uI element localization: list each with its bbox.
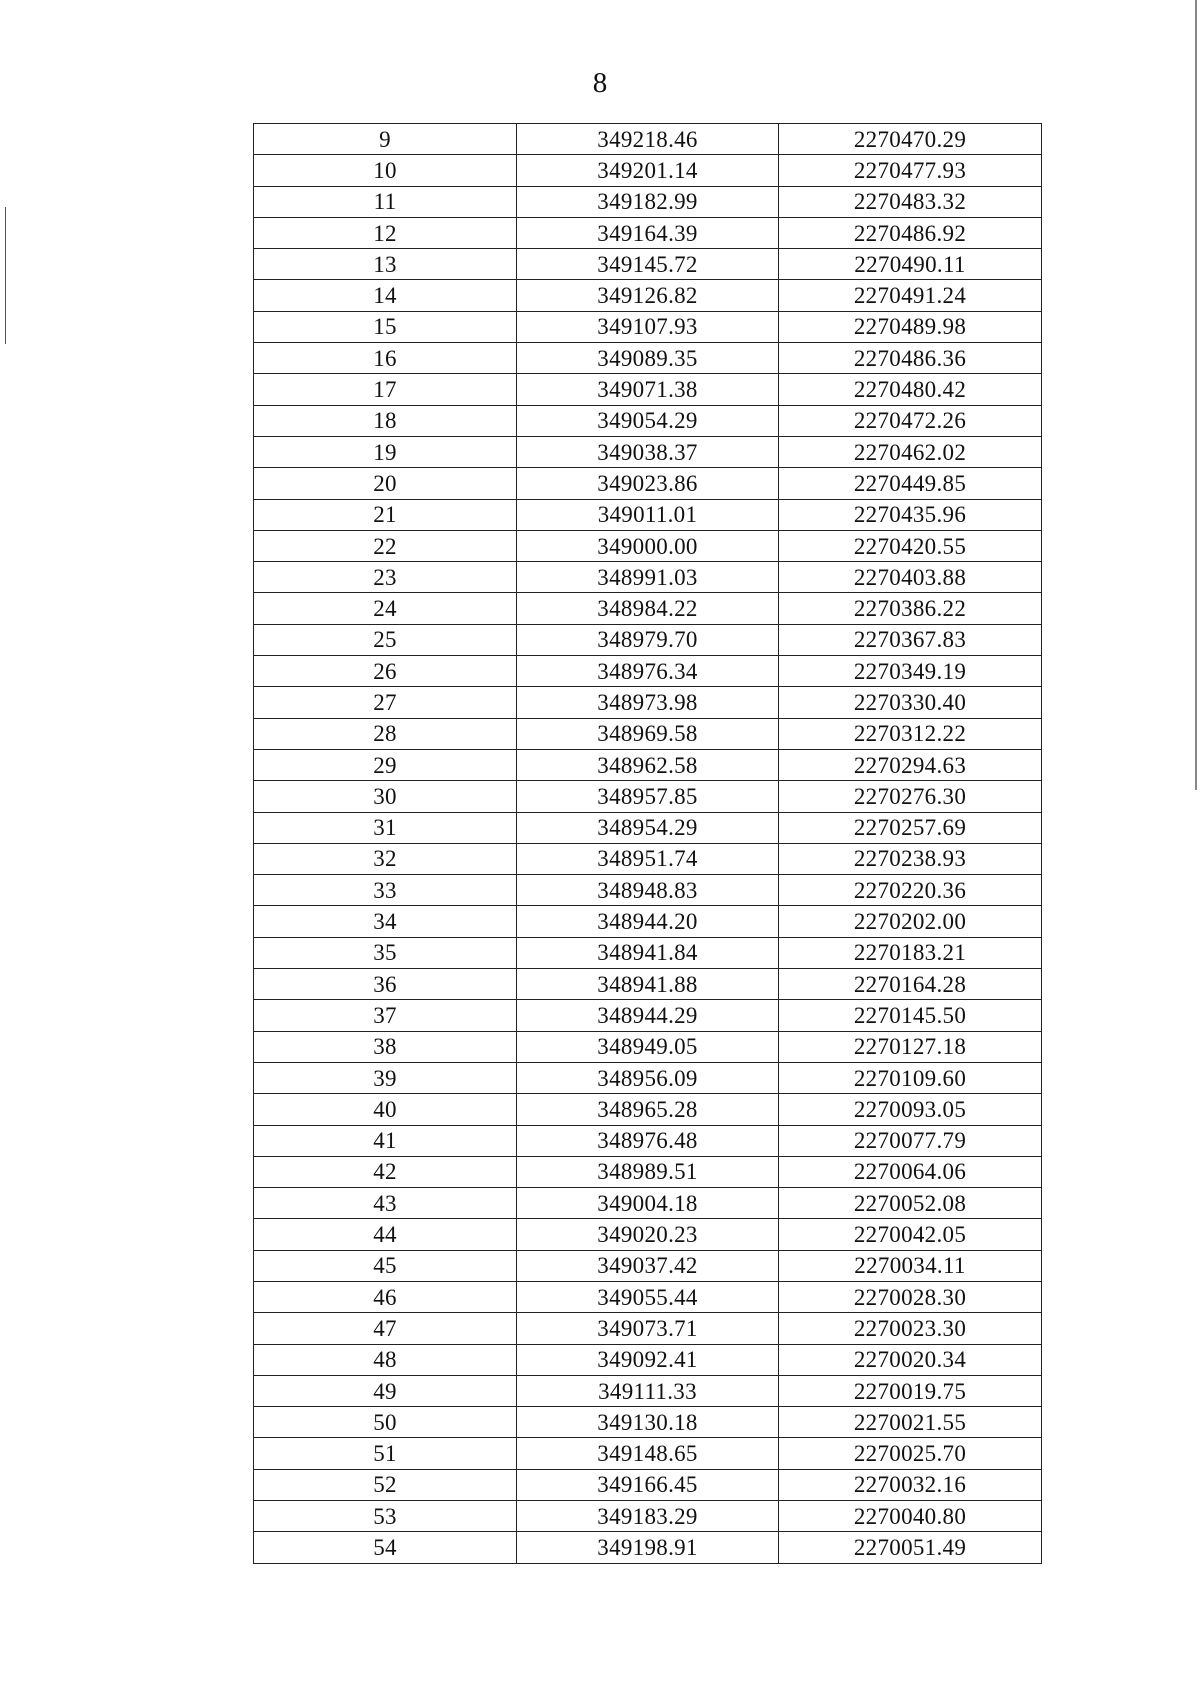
x-coordinate-cell: 349107.93 <box>517 311 779 342</box>
table-row <box>254 217 1042 248</box>
table-row <box>254 906 1042 937</box>
x-coordinate-cell: 349130.18 <box>517 1407 779 1438</box>
table-row <box>254 1469 1042 1500</box>
point-number-cell: 21 <box>254 499 517 530</box>
y-coordinate-cell: 2270420.55 <box>779 530 1042 561</box>
y-coordinate-cell: 2270023.30 <box>779 1313 1042 1344</box>
table-row <box>254 499 1042 530</box>
point-number-cell: 30 <box>254 781 517 812</box>
point-number-cell: 27 <box>254 687 517 718</box>
y-coordinate-cell: 2270386.22 <box>779 593 1042 624</box>
point-number-cell: 40 <box>254 1094 517 1125</box>
table-row <box>254 1375 1042 1406</box>
scan-edge-line-right <box>1195 0 1197 790</box>
point-number-cell: 45 <box>254 1250 517 1281</box>
point-number-cell: 36 <box>254 969 517 1000</box>
table-row <box>254 468 1042 499</box>
x-coordinate-cell: 348965.28 <box>517 1094 779 1125</box>
point-number-cell: 48 <box>254 1344 517 1375</box>
point-number-cell: 20 <box>254 468 517 499</box>
x-coordinate-cell: 349038.37 <box>517 436 779 467</box>
table-row <box>254 1281 1042 1312</box>
point-number-cell: 22 <box>254 530 517 561</box>
y-coordinate-cell: 2270294.63 <box>779 749 1042 780</box>
y-coordinate-cell: 2270164.28 <box>779 969 1042 1000</box>
table-row <box>254 593 1042 624</box>
x-coordinate-cell: 349198.91 <box>517 1532 779 1563</box>
x-coordinate-cell: 349111.33 <box>517 1375 779 1406</box>
table-row <box>254 155 1042 186</box>
point-number-cell: 52 <box>254 1469 517 1500</box>
table-row <box>254 1438 1042 1469</box>
point-number-cell: 18 <box>254 405 517 436</box>
x-coordinate-cell: 348944.20 <box>517 906 779 937</box>
x-coordinate-cell: 349166.45 <box>517 1469 779 1500</box>
point-number-cell: 28 <box>254 718 517 749</box>
y-coordinate-cell: 2270109.60 <box>779 1062 1042 1093</box>
point-number-cell: 47 <box>254 1313 517 1344</box>
x-coordinate-cell: 349145.72 <box>517 249 779 280</box>
y-coordinate-cell: 2270349.19 <box>779 656 1042 687</box>
y-coordinate-cell: 2270032.16 <box>779 1469 1042 1500</box>
point-number-cell: 19 <box>254 436 517 467</box>
x-coordinate-cell: 348989.51 <box>517 1156 779 1187</box>
table-row <box>254 718 1042 749</box>
point-number-cell: 23 <box>254 562 517 593</box>
x-coordinate-cell: 349055.44 <box>517 1281 779 1312</box>
table-row <box>254 1062 1042 1093</box>
table-row <box>254 1407 1042 1438</box>
table-row <box>254 749 1042 780</box>
x-coordinate-cell: 348962.58 <box>517 749 779 780</box>
table-row <box>254 1156 1042 1187</box>
point-number-cell: 11 <box>254 186 517 217</box>
point-number-cell: 14 <box>254 280 517 311</box>
coordinates-table <box>253 123 1042 1564</box>
table-row <box>254 343 1042 374</box>
y-coordinate-cell: 2270491.24 <box>779 280 1042 311</box>
y-coordinate-cell: 2270093.05 <box>779 1094 1042 1125</box>
y-coordinate-cell: 2270020.34 <box>779 1344 1042 1375</box>
table-row <box>254 562 1042 593</box>
table-row <box>254 1000 1042 1031</box>
y-coordinate-cell: 2270480.42 <box>779 374 1042 405</box>
point-number-cell: 25 <box>254 624 517 655</box>
y-coordinate-cell: 2270025.70 <box>779 1438 1042 1469</box>
y-coordinate-cell: 2270257.69 <box>779 812 1042 843</box>
x-coordinate-cell: 349218.46 <box>517 124 779 155</box>
x-coordinate-cell: 348979.70 <box>517 624 779 655</box>
y-coordinate-cell: 2270486.92 <box>779 217 1042 248</box>
x-coordinate-cell: 348941.88 <box>517 969 779 1000</box>
point-number-cell: 26 <box>254 656 517 687</box>
x-coordinate-cell: 348954.29 <box>517 812 779 843</box>
point-number-cell: 17 <box>254 374 517 405</box>
x-coordinate-cell: 348957.85 <box>517 781 779 812</box>
table-row <box>254 436 1042 467</box>
table-row <box>254 1031 1042 1062</box>
y-coordinate-cell: 2270472.26 <box>779 405 1042 436</box>
x-coordinate-cell: 348969.58 <box>517 718 779 749</box>
table-row <box>254 530 1042 561</box>
x-coordinate-cell: 349011.01 <box>517 499 779 530</box>
table-row <box>254 311 1042 342</box>
y-coordinate-cell: 2270490.11 <box>779 249 1042 280</box>
point-number-cell: 15 <box>254 311 517 342</box>
y-coordinate-cell: 2270077.79 <box>779 1125 1042 1156</box>
point-number-cell: 24 <box>254 593 517 624</box>
table-row <box>254 656 1042 687</box>
point-number-cell: 34 <box>254 906 517 937</box>
x-coordinate-cell: 349073.71 <box>517 1313 779 1344</box>
table-row <box>254 937 1042 968</box>
x-coordinate-cell: 348949.05 <box>517 1031 779 1062</box>
point-number-cell: 38 <box>254 1031 517 1062</box>
y-coordinate-cell: 2270238.93 <box>779 843 1042 874</box>
x-coordinate-cell: 349148.65 <box>517 1438 779 1469</box>
y-coordinate-cell: 2270064.06 <box>779 1156 1042 1187</box>
point-number-cell: 44 <box>254 1219 517 1250</box>
x-coordinate-cell: 348973.98 <box>517 687 779 718</box>
point-number-cell: 31 <box>254 812 517 843</box>
y-coordinate-cell: 2270312.22 <box>779 718 1042 749</box>
y-coordinate-cell: 2270330.40 <box>779 687 1042 718</box>
x-coordinate-cell: 349092.41 <box>517 1344 779 1375</box>
coordinates-table-body <box>254 124 1042 1564</box>
table-row <box>254 1188 1042 1219</box>
point-number-cell: 50 <box>254 1407 517 1438</box>
point-number-cell: 33 <box>254 875 517 906</box>
point-number-cell: 53 <box>254 1501 517 1532</box>
y-coordinate-cell: 2270145.50 <box>779 1000 1042 1031</box>
x-coordinate-cell: 348948.83 <box>517 875 779 906</box>
x-coordinate-cell: 349000.00 <box>517 530 779 561</box>
y-coordinate-cell: 2270019.75 <box>779 1375 1042 1406</box>
table-row <box>254 843 1042 874</box>
x-coordinate-cell: 349071.38 <box>517 374 779 405</box>
y-coordinate-cell: 2270449.85 <box>779 468 1042 499</box>
page-number: 8 <box>592 67 608 99</box>
table-row <box>254 186 1042 217</box>
x-coordinate-cell: 349054.29 <box>517 405 779 436</box>
table-row <box>254 624 1042 655</box>
table-row <box>254 1344 1042 1375</box>
table-row <box>254 124 1042 155</box>
y-coordinate-cell: 2270220.36 <box>779 875 1042 906</box>
y-coordinate-cell: 2270021.55 <box>779 1407 1042 1438</box>
x-coordinate-cell: 349164.39 <box>517 217 779 248</box>
y-coordinate-cell: 2270483.32 <box>779 186 1042 217</box>
table-row <box>254 1125 1042 1156</box>
x-coordinate-cell: 348976.48 <box>517 1125 779 1156</box>
point-number-cell: 29 <box>254 749 517 780</box>
table-row <box>254 1532 1042 1563</box>
y-coordinate-cell: 2270489.98 <box>779 311 1042 342</box>
point-number-cell: 10 <box>254 155 517 186</box>
x-coordinate-cell: 348976.34 <box>517 656 779 687</box>
point-number-cell: 46 <box>254 1281 517 1312</box>
point-number-cell: 51 <box>254 1438 517 1469</box>
y-coordinate-cell: 2270367.83 <box>779 624 1042 655</box>
table-row <box>254 781 1042 812</box>
y-coordinate-cell: 2270276.30 <box>779 781 1042 812</box>
y-coordinate-cell: 2270435.96 <box>779 499 1042 530</box>
point-number-cell: 39 <box>254 1062 517 1093</box>
y-coordinate-cell: 2270403.88 <box>779 562 1042 593</box>
y-coordinate-cell: 2270028.30 <box>779 1281 1042 1312</box>
x-coordinate-cell: 349126.82 <box>517 280 779 311</box>
table-row <box>254 687 1042 718</box>
point-number-cell: 42 <box>254 1156 517 1187</box>
scan-edge-line-left <box>5 207 6 344</box>
y-coordinate-cell: 2270042.05 <box>779 1219 1042 1250</box>
table-row <box>254 405 1042 436</box>
table-row <box>254 875 1042 906</box>
y-coordinate-cell: 2270470.29 <box>779 124 1042 155</box>
point-number-cell: 49 <box>254 1375 517 1406</box>
point-number-cell: 32 <box>254 843 517 874</box>
x-coordinate-cell: 349182.99 <box>517 186 779 217</box>
point-number-cell: 13 <box>254 249 517 280</box>
table-row <box>254 1313 1042 1344</box>
x-coordinate-cell: 348941.84 <box>517 937 779 968</box>
y-coordinate-cell: 2270034.11 <box>779 1250 1042 1281</box>
y-coordinate-cell: 2270127.18 <box>779 1031 1042 1062</box>
y-coordinate-cell: 2270051.49 <box>779 1532 1042 1563</box>
x-coordinate-cell: 348991.03 <box>517 562 779 593</box>
point-number-cell: 54 <box>254 1532 517 1563</box>
point-number-cell: 41 <box>254 1125 517 1156</box>
y-coordinate-cell: 2270052.08 <box>779 1188 1042 1219</box>
table-row <box>254 1501 1042 1532</box>
x-coordinate-cell: 348984.22 <box>517 593 779 624</box>
y-coordinate-cell: 2270183.21 <box>779 937 1042 968</box>
table-row <box>254 1250 1042 1281</box>
table-row <box>254 374 1042 405</box>
table-row <box>254 249 1042 280</box>
y-coordinate-cell: 2270462.02 <box>779 436 1042 467</box>
point-number-cell: 9 <box>254 124 517 155</box>
y-coordinate-cell: 2270202.00 <box>779 906 1042 937</box>
x-coordinate-cell: 348956.09 <box>517 1062 779 1093</box>
x-coordinate-cell: 348944.29 <box>517 1000 779 1031</box>
point-number-cell: 12 <box>254 217 517 248</box>
y-coordinate-cell: 2270040.80 <box>779 1501 1042 1532</box>
x-coordinate-cell: 348951.74 <box>517 843 779 874</box>
point-number-cell: 16 <box>254 343 517 374</box>
y-coordinate-cell: 2270477.93 <box>779 155 1042 186</box>
y-coordinate-cell: 2270486.36 <box>779 343 1042 374</box>
x-coordinate-cell: 349004.18 <box>517 1188 779 1219</box>
point-number-cell: 35 <box>254 937 517 968</box>
table-row <box>254 812 1042 843</box>
x-coordinate-cell: 349201.14 <box>517 155 779 186</box>
point-number-cell: 43 <box>254 1188 517 1219</box>
x-coordinate-cell: 349089.35 <box>517 343 779 374</box>
table-row <box>254 969 1042 1000</box>
x-coordinate-cell: 349020.23 <box>517 1219 779 1250</box>
x-coordinate-cell: 349023.86 <box>517 468 779 499</box>
table-row <box>254 1094 1042 1125</box>
point-number-cell: 37 <box>254 1000 517 1031</box>
x-coordinate-cell: 349183.29 <box>517 1501 779 1532</box>
table-row <box>254 1219 1042 1250</box>
x-coordinate-cell: 349037.42 <box>517 1250 779 1281</box>
table-row <box>254 280 1042 311</box>
